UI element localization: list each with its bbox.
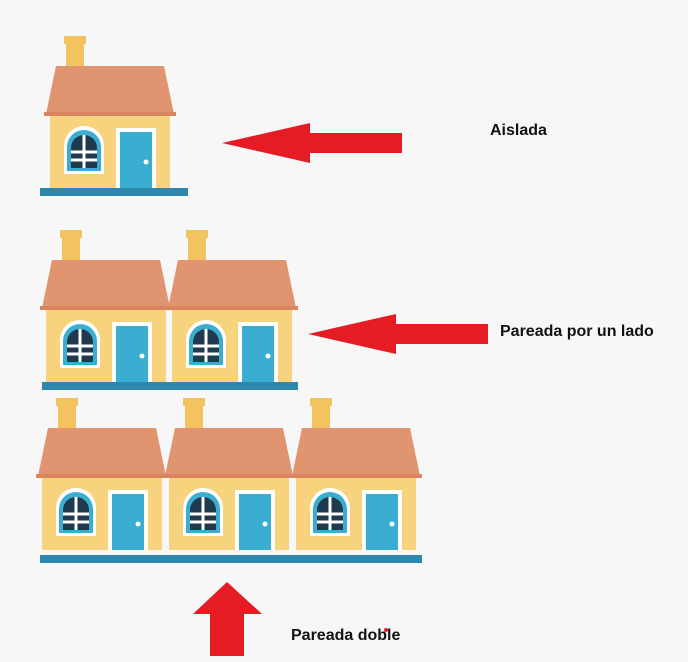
label-pareada-doble: Pareada doble bbox=[291, 627, 401, 644]
house-icon bbox=[163, 398, 295, 550]
arrow-up-icon bbox=[193, 582, 262, 656]
label-pareada-por-un-lado: Pareada por un lado bbox=[500, 323, 654, 340]
house-icon bbox=[36, 398, 168, 550]
house-icon bbox=[166, 230, 298, 382]
arrow-pareada-doble bbox=[193, 582, 262, 656]
arrow-aislada bbox=[222, 123, 402, 163]
house-base bbox=[40, 188, 188, 196]
label-aislada: Aislada bbox=[490, 122, 547, 139]
house-aislada bbox=[40, 36, 188, 196]
houses-base bbox=[40, 555, 422, 563]
arrow-left-icon bbox=[222, 123, 402, 163]
arrow-pareada-por-un-lado bbox=[308, 314, 488, 354]
arrow-left-icon bbox=[308, 314, 488, 354]
houses-pareada-doble bbox=[36, 398, 422, 563]
house-icon bbox=[44, 36, 176, 188]
house-icon bbox=[290, 398, 422, 550]
house-icon bbox=[40, 230, 172, 382]
houses-pareada-por-un-lado bbox=[40, 230, 298, 390]
houses-base bbox=[42, 382, 298, 390]
